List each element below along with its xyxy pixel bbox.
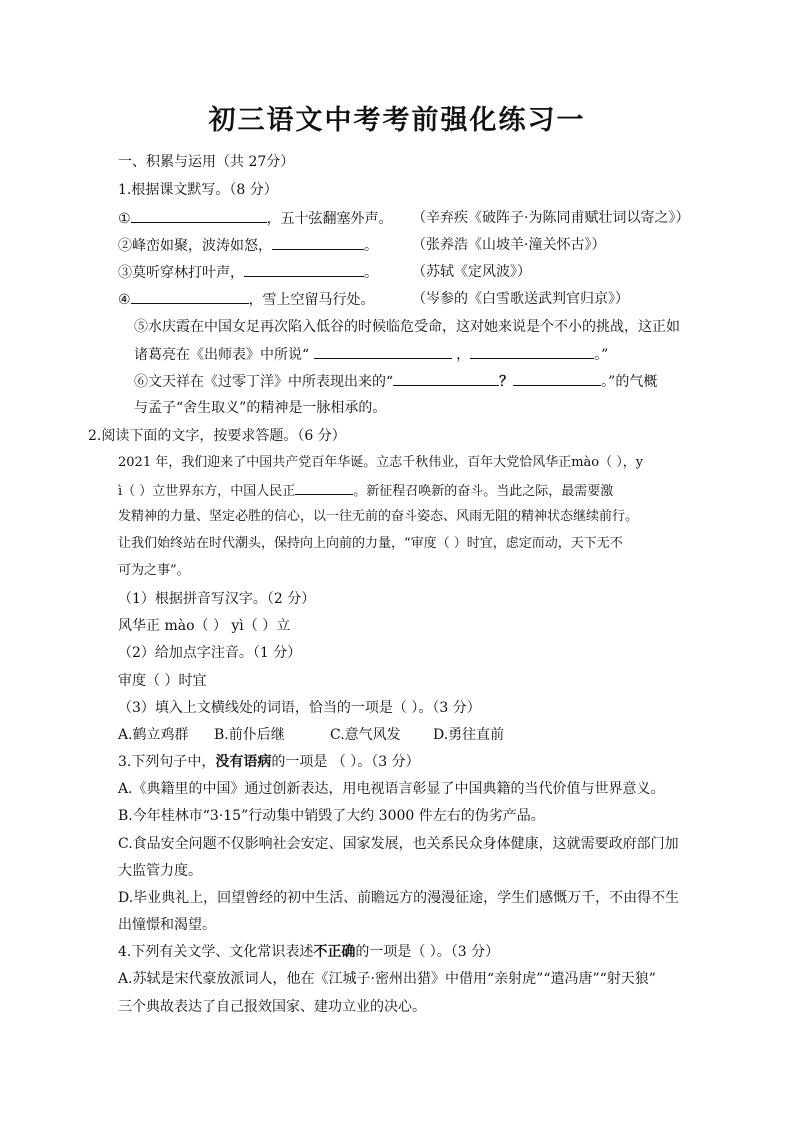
- q1-item-1-prefix: ①: [118, 211, 131, 227]
- q2-passage-line2-b: 。新征程召唤新的奋斗。当此之际，最需要激: [353, 484, 614, 499]
- q1-item-4-prefix: ④: [118, 292, 131, 308]
- q1-stem: 1.根据课文默写。（8 分）: [118, 182, 278, 198]
- q1-item-3-suffix: 。: [364, 265, 378, 281]
- q1-item-2-suffix: 。: [364, 238, 378, 254]
- q1-item-4: [118, 289, 375, 310]
- q2-passage-line4: 让我们始终站在时代潮头，保持向上向前的力量，“审度（ ）时宜，虑定而动，天下无不: [118, 536, 623, 551]
- q4-option-a-line1[interactable]: A.苏轼是宋代豪放派词人，他在《江城子·密州出猎》中借用“亲射虎”“遣冯唐”“射天狼”: [118, 971, 656, 987]
- q3-stem-bold: 没有语病: [215, 754, 272, 770]
- q2-passage-line5: 可为之事”。: [118, 563, 190, 578]
- q2-sub2-answer: 审度（ ）时宜: [118, 673, 207, 689]
- q3-stem-pre: 3.下列句子中，: [118, 754, 216, 770]
- q1-item-1-source: （辛弃疾《破阵子·为陈同甫赋壮词以寄之》）: [412, 210, 690, 226]
- answer-blank[interactable]: [470, 344, 594, 359]
- q4-stem-pre: 4.下列有关文学、文化常识表述: [118, 944, 314, 960]
- q1-item-6-line1: [134, 371, 657, 392]
- q3-option-a[interactable]: A.《典籍里的中国》通过创新表达，用电视语言彰显了中国典籍的当代价值与世界意义。: [118, 781, 665, 797]
- q1-item-5-pre: 诸葛亮在《出师表》中所说“: [134, 347, 310, 363]
- q1-item-6-mid: ？: [499, 374, 514, 390]
- q1-item-5-line1: ⑤水庆霞在中国女足再次陷入低谷的时候临危受命，这对她来说是个不小的挑战，这正如: [134, 319, 680, 335]
- option-a[interactable]: A.鹤立鸡群: [118, 727, 189, 743]
- section-heading: 一、积累与运用（共 27分）: [118, 154, 295, 170]
- q4-stem: [118, 942, 499, 962]
- q1-item-6-end: 。”的气概: [601, 374, 658, 390]
- q1-item-5-mid: ，: [456, 347, 471, 363]
- q2-passage-line3: 发精神的力量、坚定必胜的信心，以一往无前的奋斗姿态、风雨无阻的精神状态继续前行。: [118, 509, 639, 524]
- q3-option-c-line2: 大监管力度。: [118, 863, 202, 879]
- q2-passage-line1: 2021 年，我们迎来了中国共产党百年华诞。立志千秋伟业，百年大党恰风华正mào（ ），y: [118, 455, 644, 470]
- q3-option-b[interactable]: B.今年桂林市“3·15”行动集中销毁了大约 3000 件左右的伪劣产品。: [118, 808, 545, 824]
- q1-item-2: [118, 235, 378, 256]
- option-b[interactable]: B.前仆后继: [214, 727, 285, 743]
- q2-passage-line2: [118, 480, 613, 502]
- q4-stem-post: 的一项是（ ）。（3 分）: [355, 944, 500, 960]
- q4-stem-bold: 不正确: [313, 944, 356, 960]
- answer-blank[interactable]: [314, 344, 452, 359]
- answer-blank[interactable]: [244, 262, 364, 277]
- q2-sub1-answer: 风华正 mào（ ） yì（ ）立: [118, 618, 291, 634]
- answer-blank[interactable]: [513, 371, 601, 386]
- q2-sub2: （2）给加点字注音。（1 分）: [118, 645, 302, 661]
- q3-option-c-line1[interactable]: C.食品安全问题不仅影响社会安定、国家发展，也关系民众身体健康，这就需要政府部门加: [118, 836, 679, 852]
- q1-item-6-pre: ⑥文天祥在《过零丁洋》中所表现出来的“: [134, 374, 394, 390]
- q1-item-1-suffix: ，五十弦翻塞外声。: [266, 211, 393, 227]
- q4-option-a-line2: 三个典故表达了自己报效国家、建功立业的决心。: [118, 999, 426, 1015]
- answer-blank[interactable]: [131, 289, 249, 304]
- answer-blank[interactable]: [272, 235, 364, 250]
- q1-item-3-prefix: ③莫听穿林打叶声，: [118, 265, 244, 281]
- q1-item-4-suffix: ，雪上空留马行处。: [248, 292, 375, 308]
- q2-stem: 2.阅读下面的文字，按要求答题。（6 分）: [88, 428, 346, 444]
- q2-sub3: （3）填入上文横线处的词语，恰当的一项是（ ）。（3 分）: [118, 700, 481, 716]
- q1-item-3-source: （苏轼《定风波》）: [412, 264, 531, 280]
- answer-blank[interactable]: [393, 371, 499, 386]
- q1-item-2-source: （张养浩《山坡羊·潼关怀古》）: [412, 237, 606, 253]
- q1-item-3: [118, 262, 378, 283]
- option-c[interactable]: C.意气风发: [330, 727, 401, 743]
- q2-sub1: （1）根据拼音写汉字。（2 分）: [118, 591, 316, 607]
- q1-item-2-prefix: ②峰峦如聚，波涛如怒，: [118, 238, 272, 254]
- q1-item-1: [118, 208, 393, 229]
- q1-item-5-line2: [134, 344, 608, 365]
- answer-blank[interactable]: [295, 480, 353, 495]
- q3-stem-post: 的一项是 （ ）。（3 分）: [271, 754, 420, 770]
- q3-option-d-line1[interactable]: D.毕业典礼上，回望曾经的初中生活、前瞻远方的漫漫征途，学生们感慨万千，不由得不生: [118, 890, 680, 906]
- page-title: 初三语文中考考前强化练习一: [208, 105, 586, 136]
- q2-passage-line2-a: ì（ ）立世界东方，中国人民正: [118, 484, 296, 499]
- answer-blank[interactable]: [131, 208, 267, 223]
- option-d[interactable]: D.勇往直前: [433, 727, 505, 743]
- q1-item-5-end: 。”: [594, 347, 609, 363]
- q3-option-d-line2: 出憧憬和渴望。: [118, 917, 216, 933]
- q1-item-4-source: （岑参的《白雪歌送武判官归京》）: [412, 291, 629, 307]
- q3-stem: [118, 752, 420, 772]
- q1-item-6-line2: 与孟子“舍生取义”的精神是一脉相承的。: [134, 400, 387, 416]
